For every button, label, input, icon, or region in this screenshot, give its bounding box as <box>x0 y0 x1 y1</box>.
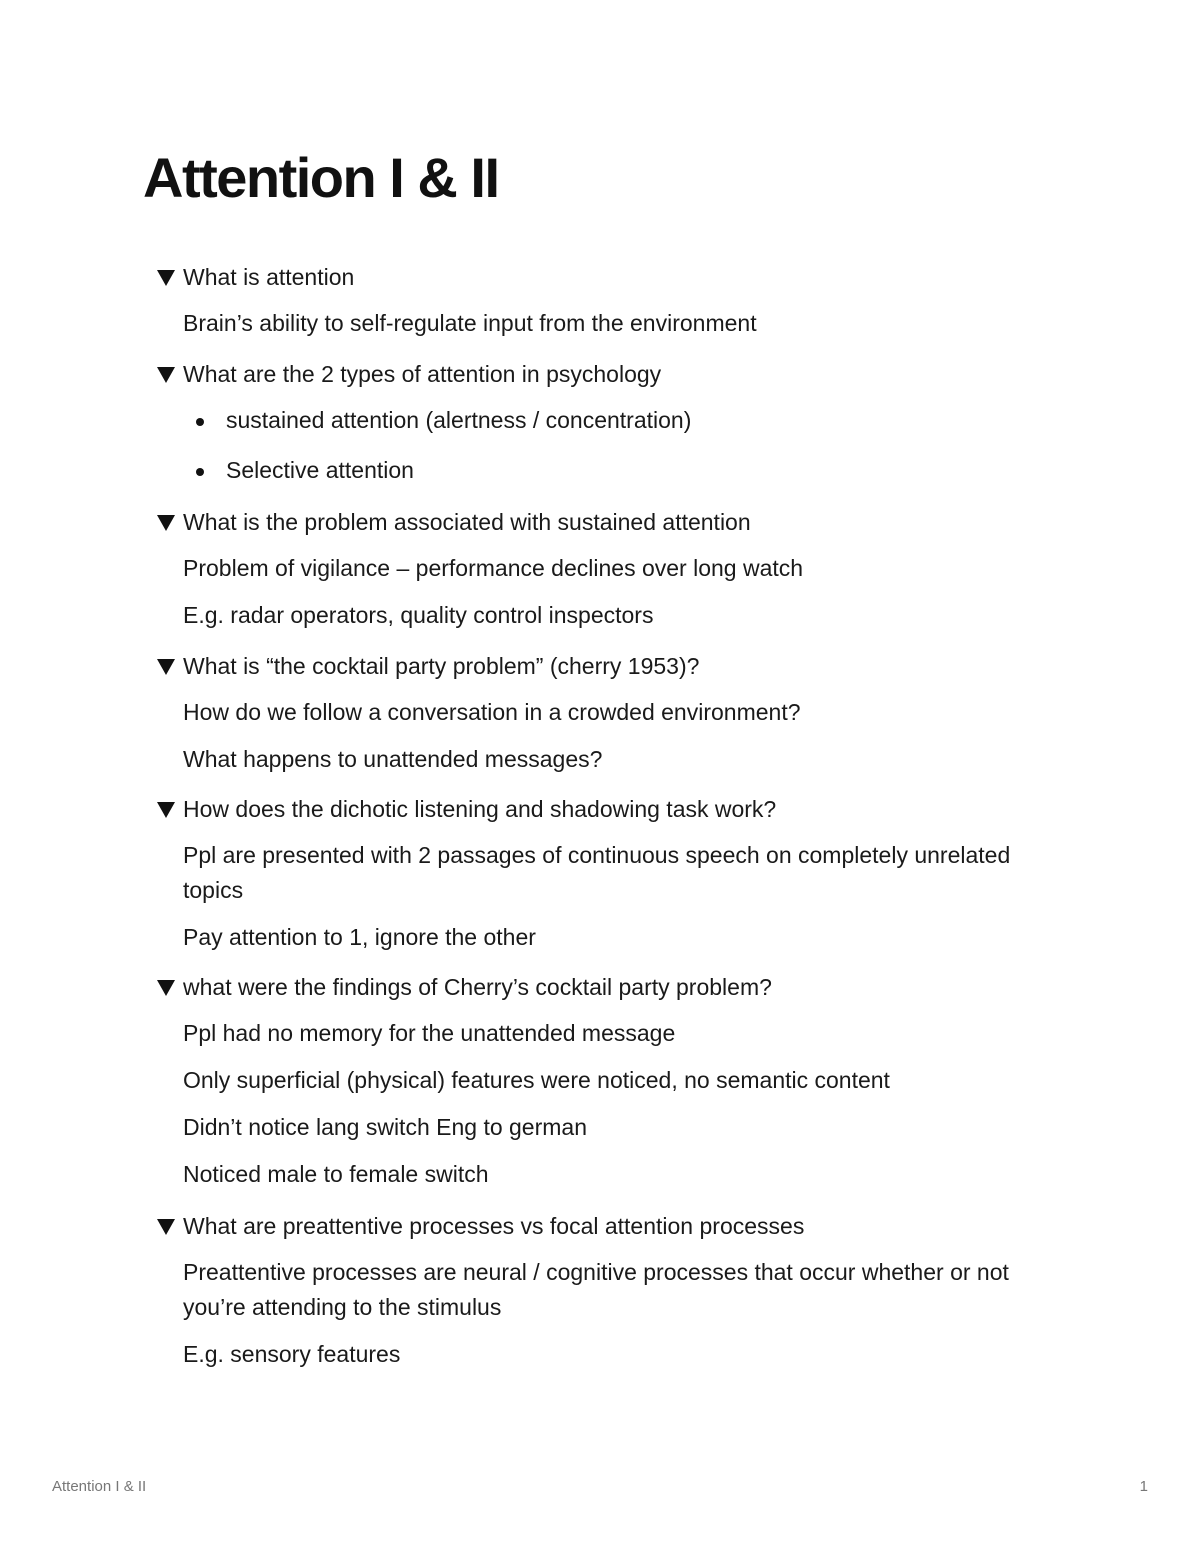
footer-page-number: 1 <box>1139 1478 1148 1495</box>
toggle-question: What is the problem associated with sustained attention <box>183 509 751 535</box>
answer-text: E.g. radar operators, quality control inspectors <box>183 602 654 628</box>
toggle-header[interactable] <box>157 357 1077 391</box>
answer-text: Only superficial (physical) features were noticed, no semantic content <box>183 1067 890 1093</box>
toggle-block-sustained-attention-problem <box>157 505 1077 633</box>
toggle-body <box>157 695 1077 777</box>
toggle-arrow-icon[interactable] <box>157 980 175 996</box>
bullet-item <box>183 453 1077 488</box>
toggle-question: What is attention <box>183 264 355 290</box>
bullet-dot-icon <box>196 418 204 426</box>
answer-text: E.g. sensory features <box>183 1341 401 1367</box>
answer-text: Didn’t notice lang switch Eng to german <box>183 1114 587 1140</box>
bullet-item <box>183 403 1077 438</box>
bullet-text: Selective attention <box>226 457 414 483</box>
toggle-arrow-icon[interactable] <box>157 802 175 818</box>
toggle-question: what were the findings of Cherry’s cocktail party problem? <box>183 974 772 1000</box>
toggle-arrow-icon[interactable] <box>157 515 175 531</box>
toggle-arrow-icon[interactable] <box>157 367 175 383</box>
answer-text: Noticed male to female switch <box>183 1161 489 1187</box>
footer-doc-name: Attention I & II <box>52 1478 147 1495</box>
toggle-question: How does the dichotic listening and shadowing task work? <box>183 796 777 822</box>
toggle-block-cherry-findings <box>157 970 1077 1192</box>
page-title: Attention I & II <box>143 146 499 209</box>
toggle-header[interactable] <box>157 649 1077 683</box>
toggle-body <box>157 1016 1077 1192</box>
answer-text: What happens to unattended messages? <box>183 746 603 772</box>
answer-text: Ppl are presented with 2 passages of continuous speech on completely unrelated topics <box>183 842 1011 903</box>
toggle-header[interactable] <box>157 505 1077 539</box>
toggle-block-what-is-attention <box>157 260 1077 341</box>
toggle-block-dichotic-listening <box>157 792 1077 955</box>
toggle-block-types-of-attention <box>157 357 1077 488</box>
toggle-block-cocktail-party-problem <box>157 649 1077 777</box>
toggle-block-preattentive-processes <box>157 1209 1077 1372</box>
toggle-body <box>157 838 1077 955</box>
toggle-body <box>157 551 1077 633</box>
answer-text: How do we follow a conversation in a crowded environment? <box>183 699 801 725</box>
toggle-header[interactable] <box>157 792 1077 826</box>
toggle-header[interactable] <box>157 260 1077 294</box>
toggle-body <box>157 306 1077 341</box>
toggle-question: What is “the cocktail party problem” (cherry 1953)? <box>183 653 700 679</box>
answer-text: Pay attention to 1, ignore the other <box>183 924 536 950</box>
toggle-question: What are the 2 types of attention in psychology <box>183 361 662 387</box>
toggle-arrow-icon[interactable] <box>157 659 175 675</box>
bullet-dot-icon <box>196 468 204 476</box>
toggle-question: What are preattentive processes vs focal attention processes <box>183 1213 805 1239</box>
toggle-body <box>157 403 1077 488</box>
toggle-header[interactable] <box>157 1209 1077 1243</box>
answer-text: Brain’s ability to self-regulate input from the environment <box>183 310 757 336</box>
bullet-text: sustained attention (alertness / concentration) <box>226 407 692 433</box>
toggle-arrow-icon[interactable] <box>157 270 175 286</box>
toggle-arrow-icon[interactable] <box>157 1219 175 1235</box>
toggle-body <box>157 1255 1077 1372</box>
answer-text: Preattentive processes are neural / cognitive processes that occur whether or not you’re attending to the stimulus <box>183 1259 1009 1320</box>
toggle-header[interactable] <box>157 970 1077 1004</box>
answer-text: Ppl had no memory for the unattended message <box>183 1020 676 1046</box>
answer-text: Problem of vigilance – performance declines over long watch <box>183 555 804 581</box>
